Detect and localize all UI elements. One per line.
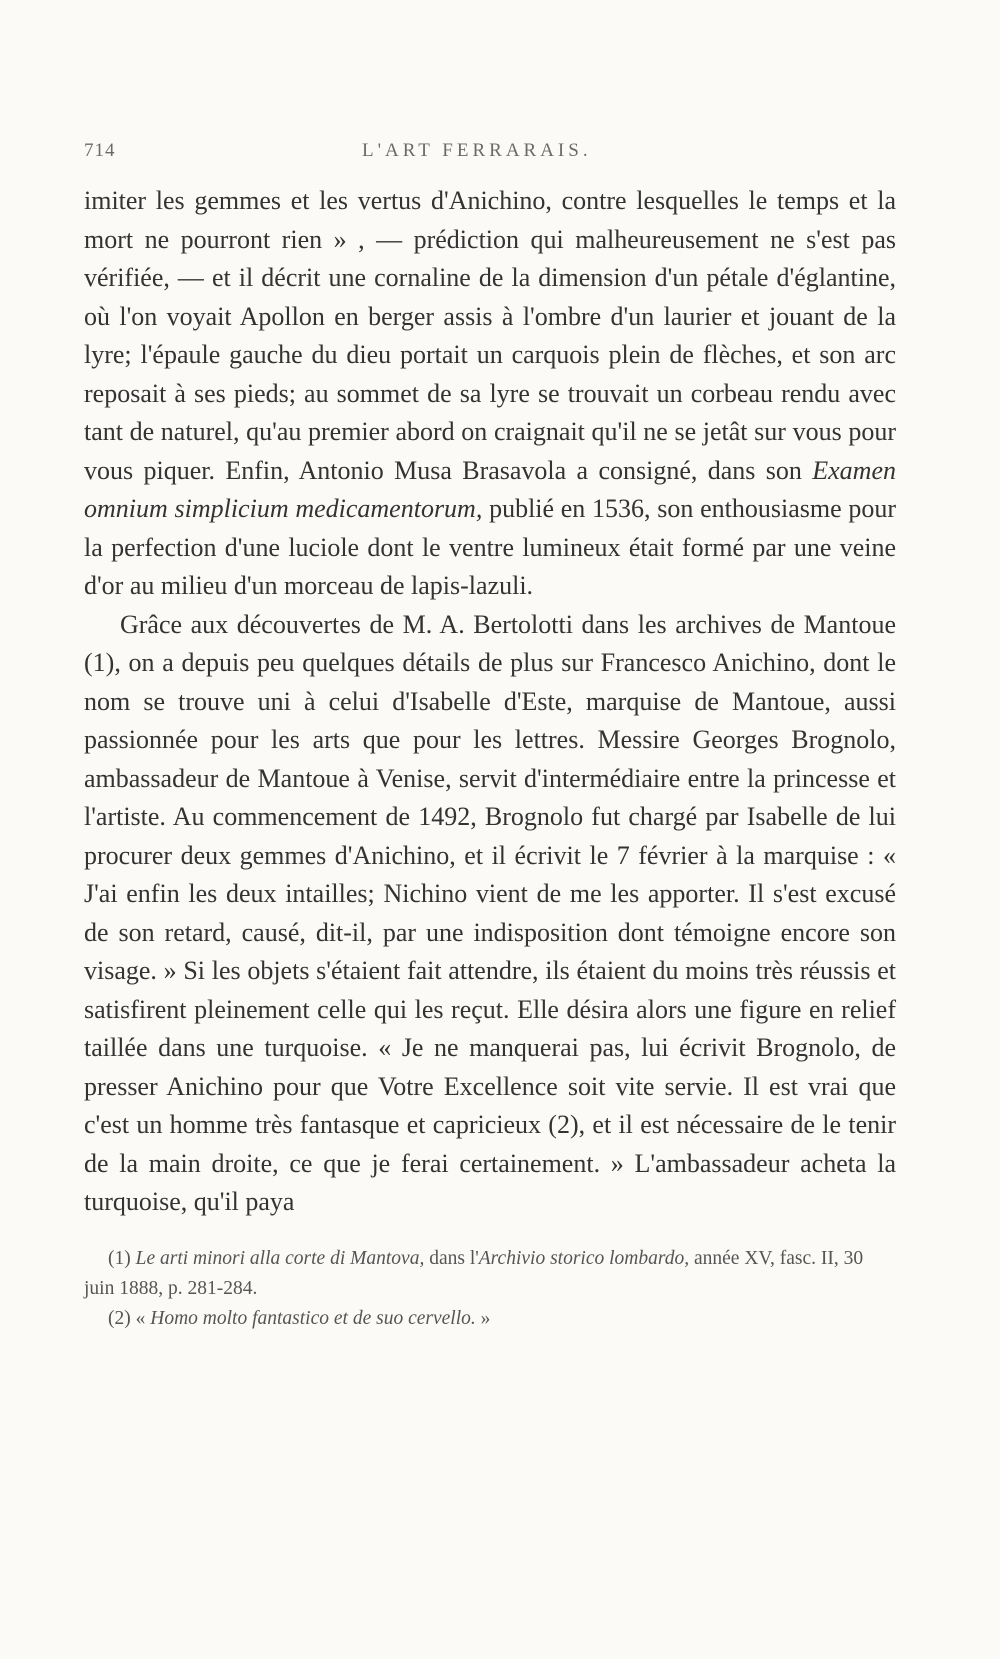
footnote-2-close-quote: » — [475, 1307, 491, 1329]
paragraph-1-part-1: imiter les gemmes et les vertus d'Anichino, contre lesquelles le temps et la mort ne pourront rien » , — prédiction qui malheureusement ne s'est pas vérifiée, — et il décrit une cornaline de la dimension d'un pétale d'églantine, où l'on voyait Apollon en berger assis à l'ombre d'un laurier et jouant de la lyre; l'épaule gauche du dieu portait un carquois plein de flèches, et son arc reposait à ses pieds; au sommet de sa lyre se trouvait un corbeau rendu avec tant de naturel, qu'au premier abord on craignait qu'il ne se jetât sur vous pour vous piquer. Enfin, Antonio Musa Brasavola a consigné, dans son — [84, 186, 896, 485]
running-head — [84, 140, 896, 170]
footnote-1 — [84, 1244, 896, 1304]
footnote-1-journal: Archivio storico lombardo, — [478, 1247, 690, 1269]
body-text — [84, 182, 896, 1222]
footnote-1-title: Le arti minori alla corte di Mantova, — [135, 1247, 425, 1269]
footnote-2-quote: Homo molto fantastico et de suo cervello. — [150, 1307, 476, 1329]
book-page — [84, 140, 896, 1334]
footnote-1-marker: (1) — [108, 1247, 131, 1269]
footnote-2 — [84, 1304, 896, 1334]
book-title-italic: Examen omnium simplicium medicamentorum, — [84, 455, 896, 523]
paragraph-1-part-2: publié en 1536, son enthousiasme pour la perfection d'une luciole dont le ventre lumineux était formé par une veine d'or au milieu d'un morceau de lapis-lazuli. — [84, 494, 896, 600]
paragraph-1 — [84, 182, 896, 606]
footnote-2-marker: (2) — [108, 1307, 131, 1329]
footnote-1-middle: dans l' — [424, 1247, 479, 1269]
footnote-1-rest: année XV, fasc. II, 30 juin 1888, p. 281-284. — [84, 1247, 864, 1299]
running-title: L'ART FERRARAIS. — [362, 140, 592, 161]
footnote-2-open-quote: « — [135, 1307, 151, 1329]
footnotes — [84, 1244, 896, 1334]
paragraph-2: Grâce aux découvertes de M. A. Bertolotti dans les archives de Mantoue (1), on a depuis peu quelques détails de plus sur Francesco Anichino, dont le nom se trouve uni à celui d'Isabelle d'Este, marquise de Mantoue, aussi passionnée pour les arts que pour les lettres. Messire Georges Brognolo, ambassadeur de Mantoue à Venise, servit d'intermédiaire entre la princesse et l'artiste. Au commencement de 1492, Brognolo fut chargé par Isabelle de lui procurer deux gemmes d'Anichino, et il écrivit le 7 février à la marquise : « J'ai enfin les deux intailles; Nichino vient de me les apporter. Il s'est excusé de son retard, causé, dit-il, par une indisposition dont témoigne encore son visage. » Si les objets s'étaient fait attendre, ils étaient du moins très réussis et satisfirent pleinement celle qui les reçut. Elle désira alors une figure en relief taillée dans une turquoise. « Je ne manquerai pas, lui écrivit Brognolo, de presser Anichino pour que Votre Excellence soit vite servie. Il est vrai que c'est un homme très fantasque et capricieux (2), et il est nécessaire de le tenir de la main droite, ce que je ferai certainement. » L'ambassadeur acheta la turquoise, qu'il paya — [84, 609, 896, 1216]
page-number: 714 — [84, 140, 116, 161]
